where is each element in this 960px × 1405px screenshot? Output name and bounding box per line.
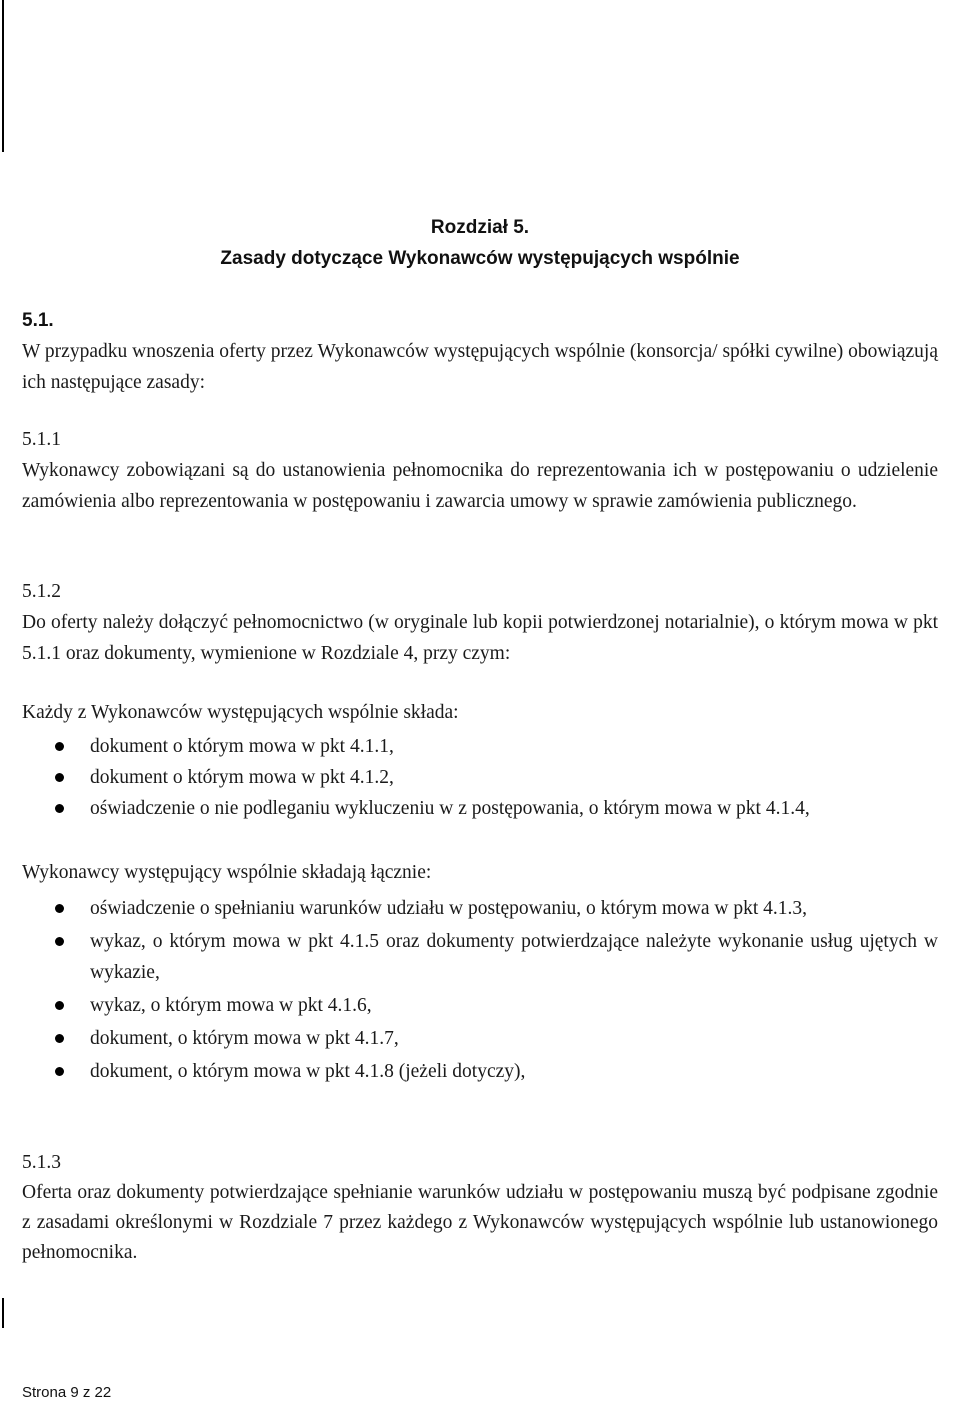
each-contractor-list	[22, 731, 938, 824]
list-item: oświadczenie o spełnianiu warunków udziału w postępowaniu, o którym mowa w pkt 4.1.3,	[22, 893, 938, 924]
list-item: dokument, o którym mowa w pkt 4.1.7,	[22, 1023, 938, 1054]
margin-change-bar-bottom	[2, 1298, 4, 1328]
section-number-5-1: 5.1.	[22, 310, 54, 331]
joint-contractors-intro: Wykonawcy występujący wspólnie składają łącznie:	[22, 862, 432, 883]
list-item: wykaz, o którym mowa w pkt 4.1.6,	[22, 990, 938, 1021]
bullet-icon	[55, 773, 64, 782]
list-item: oświadczenie o nie podleganiu wykluczeniu w z postępowania, o którym mowa w pkt 4.1.4,	[22, 793, 938, 824]
list-item: dokument o którym mowa w pkt 4.1.1,	[22, 731, 938, 762]
section-number-5-1-2: 5.1.2	[22, 581, 61, 602]
chapter-subtitle: Zasady dotyczące Wykonawców występujących wspólnie	[220, 248, 740, 269]
bullet-icon	[55, 904, 64, 913]
bullet-icon	[55, 804, 64, 813]
section-number-5-1-3: 5.1.3	[22, 1152, 61, 1173]
list-item: dokument o którym mowa w pkt 4.1.2,	[22, 762, 938, 793]
bullet-icon	[55, 1067, 64, 1076]
margin-change-bar-top	[2, 0, 4, 152]
chapter-title: Rozdział 5.	[430, 217, 530, 238]
bullet-icon	[55, 937, 64, 946]
section-5-1-2-text: Do oferty należy dołączyć pełnomocnictwo (w oryginale lub kopii potwierdzonej notarialnie), o którym mowa w pkt 5.1.1 oraz dokumenty, wymienione w Rozdziale 4, przy czym:	[22, 612, 938, 664]
bullet-icon	[55, 742, 64, 751]
bullet-icon	[55, 1001, 64, 1010]
each-contractor-intro: Każdy z Wykonawców występujących wspólnie składa:	[22, 702, 459, 723]
section-5-1-text: W przypadku wnoszenia oferty przez Wykonawców występujących wspólnie (konsorcja/ spółki cywilne) obowiązują ich następujące zasady:	[22, 341, 938, 393]
bullet-icon	[55, 1034, 64, 1043]
page-number: Strona 9 z 22	[22, 1384, 112, 1401]
joint-contractors-list	[22, 893, 938, 1087]
section-number-5-1-1: 5.1.1	[22, 429, 61, 450]
list-item: dokument, o którym mowa w pkt 4.1.8 (jeżeli dotyczy),	[22, 1056, 938, 1087]
list-item: wykaz, o którym mowa w pkt 4.1.5 oraz dokumenty potwierdzające należyte wykonanie usług ujętych w wykazie,	[22, 926, 938, 988]
section-5-1-3-text: Oferta oraz dokumenty potwierdzające spełnianie warunków udziału w postępowaniu muszą być podpisane zgodnie z zasadami określonymi w Rozdziale 7 przez każdego z Wykonawców występujących wspólnie lub ustanowionego pełnomocnika.	[22, 1182, 938, 1263]
section-5-1-1-text: Wykonawcy zobowiązani są do ustanowienia pełnomocnika do reprezentowania ich w postępowaniu o udzielenie zamówienia albo reprezentowania w postępowaniu i zawarcia umowy w sprawie zamówienia publicznego.	[22, 460, 938, 512]
